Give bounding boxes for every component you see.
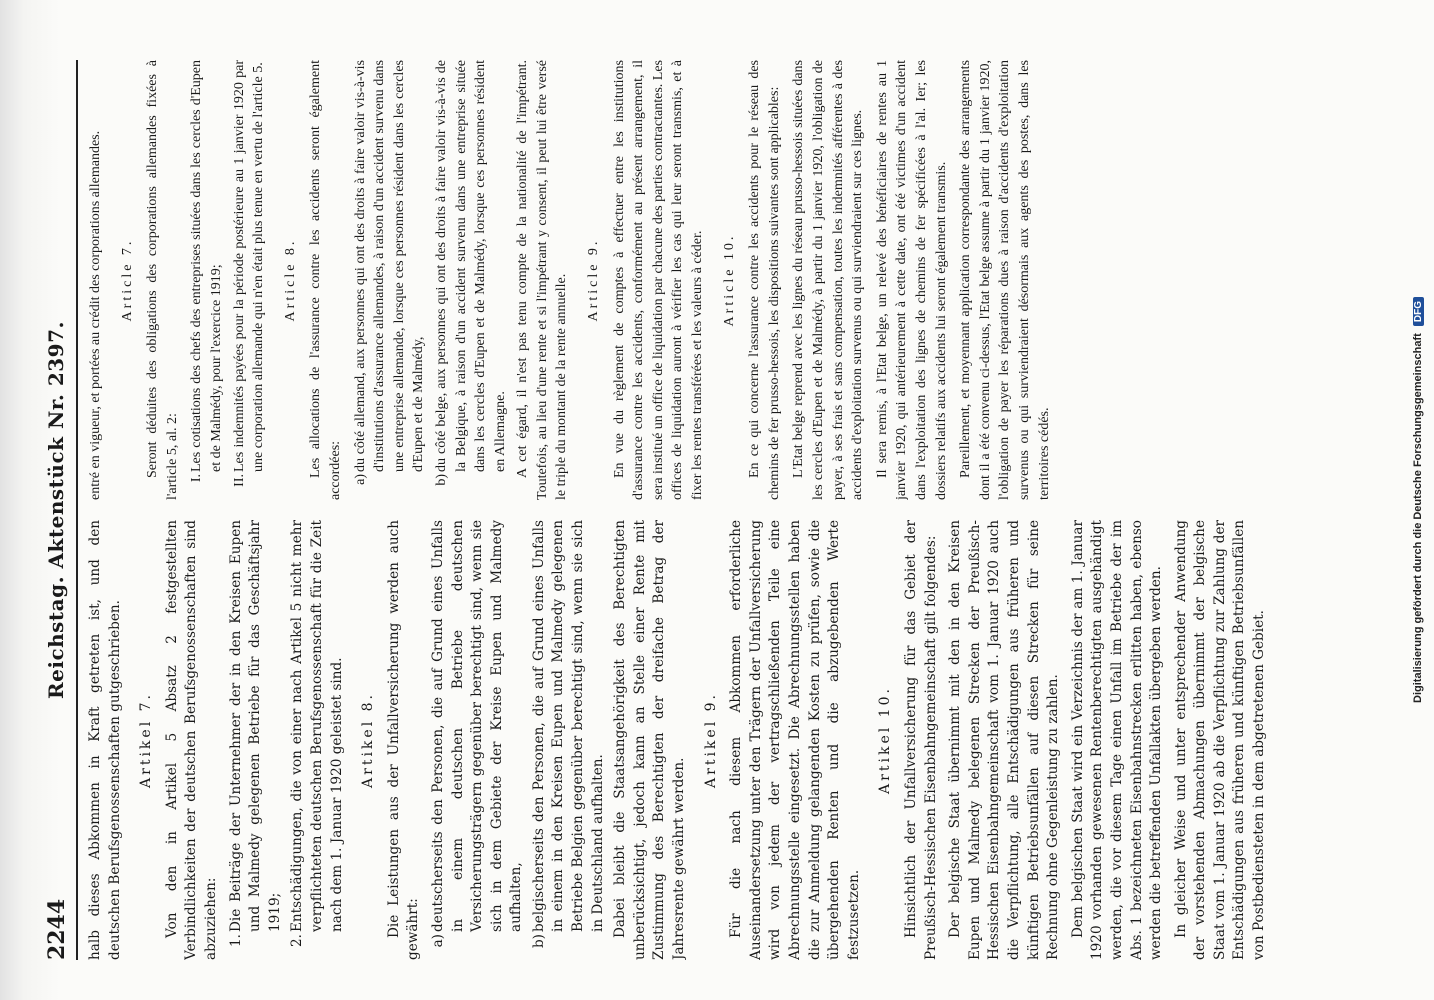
french-article-7-item	[230, 60, 269, 500]
page-number: 2244	[44, 898, 70, 960]
item-text: Entschädigungen, die von einer nach Artikel 5 nicht mehr verpflichteten deutschen Berufsgenossenschaft für die Zeit nach dem 1. Januar 1920 geleistet sind.	[289, 520, 345, 932]
item-marker: a)	[352, 474, 368, 485]
french-article-10-heading: Article 10.	[721, 233, 737, 327]
german-article-8-text: Die Leistungen aus der Unfallversicherung werden auch gewährt:	[385, 520, 422, 960]
german-article-7-item	[288, 520, 347, 960]
german-column	[86, 520, 1316, 960]
item-marker: b)	[530, 934, 547, 949]
german-article-10-paragraph: In gleicher Weise und unter entsprechender Anwendung der vorstehenden Abmachungen übernimmt der belgische Staat vom 1. Januar 1920 ab die Verpflichtung zur Zahlung der Entschädigungen aus früheren und künftigen Betriebsunfällen von Postbediensteten in dem abgetretenen Gebiet.	[1172, 520, 1268, 960]
german-article-10-paragraph: Dem belgischen Staat wird ein Verzeichnis der am 1. Januar 1920 vorhanden gewesenen Rentenberechtigten ausgehändigt werden, die vor diesem Tage einen Unfall im Betriebe der im Abs. 1 bezeichneten Eisenbahnstrecken erlitten haben, ebenso werden die betreffenden Unfallakten übergeben werden.	[1069, 520, 1165, 960]
german-article-9-heading: Artikel 9.	[702, 692, 719, 788]
german-article-10-heading: Artikel 10.	[877, 686, 894, 794]
french-article-10-text: En ce qui concerne l'assurance contre les accidents pour le réseau des chemins de fer prusso-hessois, les dispositions suivantes sont applicables:	[747, 60, 782, 500]
french-article-10-paragraph: Il sera remis, à l'Etat belge, un relevé des bénéficiaires de rentes au 1 janvier 1920, qui antérieurement à cette date, ont été victimes d'un accident dans l'exploitation des lignes de chemins de fer spécificées à l'al. Ier; les dossiers relatifs aux accidents lui seront également transmis.	[874, 60, 949, 500]
german-article-10-text: Hinsichtlich der Unfallversicherung für das Gebiet der Preußisch-Hessischen Eisenbahngemeinschaft gilt folgendes:	[902, 520, 939, 960]
german-article-7-item	[227, 520, 286, 960]
french-article-8-item	[432, 60, 510, 500]
french-article-7-heading: Article 7.	[119, 238, 135, 322]
digitization-credit	[1412, 0, 1430, 1000]
dfg-logo: DFG	[1413, 297, 1424, 326]
item-marker: 2.	[289, 934, 306, 947]
german-article-8-item	[530, 520, 608, 960]
item-text: Die Beiträge der Unternehmer der in den Kreisen Eupen und Malmedy gelegenen Betriebe für das Geschäftsjahr 1919;	[227, 520, 283, 932]
german-article-8-closing: Dabei bleibt die Staatsangehörigkeit des Berechtigten unberücksichtigt, jedoch kann an Stelle einer Rente mit Zustimmung des Berechtigten der dreifache Betrag der Jahresrente gewährt werden.	[612, 520, 688, 960]
german-article-8-heading: Artikel 8.	[360, 692, 377, 788]
item-marker: II.	[231, 474, 247, 487]
page-header	[40, 60, 78, 960]
item-text: belgischerseits den Personen, die auf Grund eines Unfalls in einem in den Kreisen Eupen und Malmedy gelegenen Betriebe Belgien gegenüber berechtigt sind, wenn sie sich in Deutschland aufhalten.	[530, 520, 606, 932]
item-text: Les indemnités payées pour la période postérieure au 1 janvier 1920 par une corporation allemande qui n'en était plus tenue en vertu de l'article 5.	[231, 60, 267, 472]
french-article-8-text: Les allocations de l'assurance contre les accidents seront également accordées:	[308, 60, 343, 500]
french-article-8-heading: Article 8.	[282, 238, 298, 322]
digitization-credit-text: Digitalisierung gefördert durch die Deutsche Forschungsgemeinschaft	[1412, 333, 1424, 703]
french-article-7-text: Seront déduites des obligations des corporations allemandes fixées à l'article 5, al. 2:	[145, 60, 180, 500]
french-column	[86, 60, 1316, 500]
french-article-7-item	[187, 60, 226, 500]
item-text: Les cotisations des chefs des entreprises situées dans les cercles d'Eupen et de Malmédy, pour l'exercice 1919;	[189, 60, 224, 472]
item-marker: b)	[433, 474, 449, 486]
german-article-10-paragraph: Der belgische Staat übernimmt mit den in den Kreisen Eupen und Malmedy belegenen Strecken der Preußisch-Hessischen Eisenbahngemeinschaft vom 1. Januar 1920 auch die Verpflichtung, alle Entschädigungen aus früheren und künftigen Betriebsunfällen auf diesen Strecken für seine Rechnung ohne Gegenleistung zu zahlen.	[947, 520, 1062, 960]
french-article-9-text: En vue du règlement de comptes à effectuer entre les institutions d'assurance contre les accidents, conformément au présent arrangement, il sera institué un office de liquidation par chacune des parties contractantes. Les offices de liquidation auront à vérifier les cas qui leur seront transmis, et à fixer les rentes transférées et les valeurs à céder.	[611, 60, 706, 500]
item-marker: 1.	[227, 934, 244, 947]
item-text: du côté allemand, aux personnes qui ont des droits à faire valoir vis-à-vis d'institutions d'assurance allemandes, à raison d'un accident survenu dans une entreprise allemande, lorsque ces personnes résident dans les cercles d'Eupen et de Malmédy,	[352, 60, 427, 472]
german-article-9-text: Für die nach diesem Abkommen erforderliche Auseinandersetzung unter den Trägern der Unfallversicherung wird von jedem der vertragschließenden Teile eine Abrechnungsstelle eingesetzt. Die Abrechnungsstellen haben die zur Anmeldung gelangenden Kosten zu prüfen, sowie die übergehenden Renten und die abzugebenden Werte festzusetzen.	[728, 520, 862, 960]
french-article-8-item	[351, 60, 429, 500]
french-article-10-paragraph: Pareillement, et moyennant application correspondante des arrangements dont il a été convenu ci-dessus, l'Etat belge assume à partir du 1 janvier 1920, l'obligation de payer les réparations dues à raison d'accidents d'exploitation survenus ou qui surviendraient désormais aux agents des postes, dans les territoires cédés.	[958, 60, 1052, 500]
running-title: Reichstag. Aktenstück Nr. 2397.	[44, 321, 68, 699]
german-article-8-item	[429, 520, 527, 960]
item-marker: a)	[429, 934, 446, 948]
french-intro: entré en vigueur, et portées au crédit des corporations allemandes.	[88, 130, 103, 500]
german-intro: halb dieses Abkommen in Kraft getreten ist, und den deutschen Berufsgenossenschaften gutgeschrieben.	[87, 520, 123, 960]
item-text: deutscherseits den Personen, die auf Grund eines Unfalls in einem deutschen Betriebe deutschen Versicherungsträgern gegenüber berechtigt sind, wenn sie sich in dem Gebiete der Kreise Eupen und Malmedy aufhalten,	[429, 520, 525, 932]
item-text: du côté belge, aux personnes qui ont des droits à faire valoir vis-à-vis de la Belgique, à raison d'un accident survenu dans une entreprise située dans les cercles d'Eupen et de Malmédy, lorsque ces personnes résident en Allemagne.	[433, 60, 508, 472]
item-marker: I.	[189, 474, 205, 483]
french-article-10-paragraph: L'Etat belge reprend avec les lignes du réseau prusso-hessois situées dans les cercles d'Eupen et de Malmédy, à partir du 1 janvier 1920, l'obligation de payer, à ses frais et sans compensation, toutes les indemnités afférentes à des accidents d'exploitation survenus ou qui surviendraient sur ces lignes.	[791, 60, 866, 500]
german-article-7-heading: Artikel 7.	[138, 692, 155, 788]
french-article-8-closing: A cet égard, il n'est pas tenu compte de la nationalité de l'impétrant. Toutefois, au lieu d'une rente et si l'impétrant y consent, il peut lui être versé le triple du montant de la rente annuelle.	[515, 60, 570, 500]
french-article-9-heading: Article 9.	[586, 238, 602, 322]
german-article-7-text: Von den in Artikel 5 Absatz 2 festgestellten Verbindlichkeiten der deutschen Berufsgenossenschaften sind abzuziehen:	[163, 520, 219, 960]
